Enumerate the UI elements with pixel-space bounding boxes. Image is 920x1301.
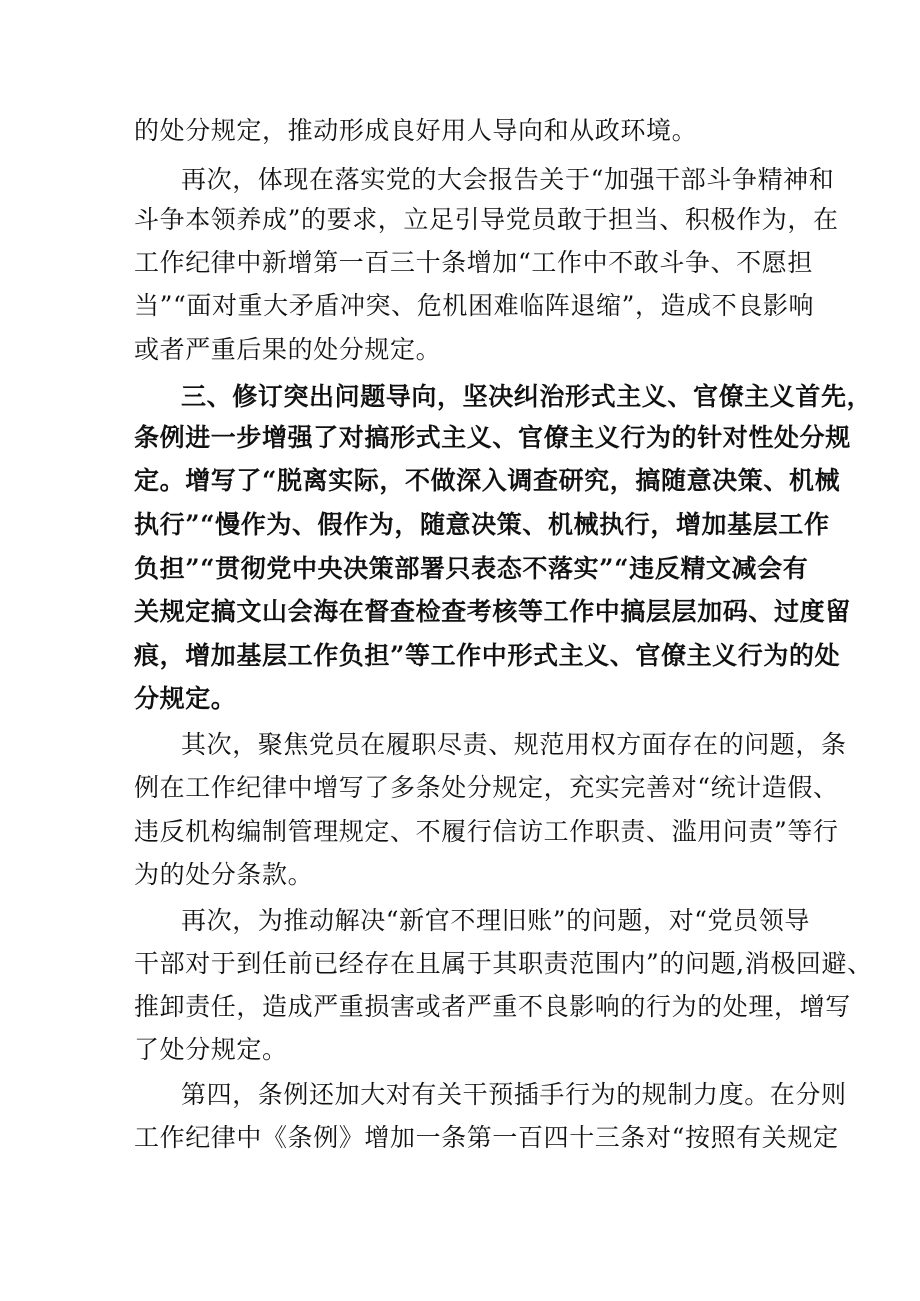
text-line-17: 违反机构编制管理规定、不履行信访工作职责、滥用问责”等行: [134, 817, 839, 846]
text-line-24: 工作纪律中《条例》增加一条第一百四十三条对“按照有关规定: [134, 1123, 839, 1152]
text-line-15: 其次，聚焦党员在履职尽责、规范用权方面存在的问题，条: [181, 730, 847, 759]
text-line-2: 再次，体现在落实党的大会报告关于“加强干部斗争精神和: [181, 165, 835, 194]
text-line-18: 为的处分条款。: [134, 860, 314, 889]
text-line-19: 再次，为推动解决“新官不理旧账”的问题，对“党员领导: [181, 906, 810, 935]
bold-text-line-8: 分规定。: [134, 684, 237, 713]
section-heading-line-1: 三、修订突出问题导向，坚决纠治形式主义、官僚主义首先，: [181, 382, 873, 411]
text-line-1: 的处分规定，推动形成良好用人导向和从政环境。: [134, 116, 698, 145]
bold-text-line-5: 负担”“贯彻党中央决策部署只表态不落实”“违反精文减会有: [134, 554, 809, 583]
text-line-22: 了处分规定。: [134, 1035, 288, 1064]
bold-text-line-6: 关规定搞文山会海在督查检查考核等工作中搞层层加码、过度留: [134, 597, 851, 626]
text-line-21: 推卸责任，造成严重损害或者严重不良影响的行为的处理，增写: [134, 992, 851, 1021]
text-line-3: 斗争本领养成”的要求，立足引导党员敢于担当、积极作为，在: [134, 205, 839, 234]
text-line-6: 或者严重后果的处分规定。: [134, 335, 442, 364]
text-line-16: 例在工作纪律中增写了多条处分规定，充实完善对“统计造假、: [134, 773, 839, 802]
bold-text-line-3: 定。增写了“脱离实际，不做深入调查研究，搞随意决策、机械: [134, 466, 841, 495]
bold-text-line-2: 条例进一步增强了对搞形式主义、官僚主义行为的针对性处分规: [134, 423, 851, 452]
bold-text-line-4: 执行”“慢作为、假作为，随意决策、机械执行，增加基层工作: [134, 510, 830, 539]
text-line-23: 第四，条例还加大对有关干预插手行为的规制力度。在分则: [181, 1080, 847, 1109]
bold-text-line-7: 痕，增加基层工作负担”等工作中形式主义、官僚主义行为的处: [134, 641, 841, 670]
text-line-20: 干部对于到任前已经存在且属于其职责范围内”的问题,消极回避、: [134, 949, 873, 978]
text-line-4: 工作纪律中新增第一百三十条增加“工作中不敢斗争、不愿担: [134, 248, 813, 277]
text-line-5: 当”“面对重大矛盾冲突、危机困难临阵退缩”，造成不良影响: [134, 291, 815, 320]
